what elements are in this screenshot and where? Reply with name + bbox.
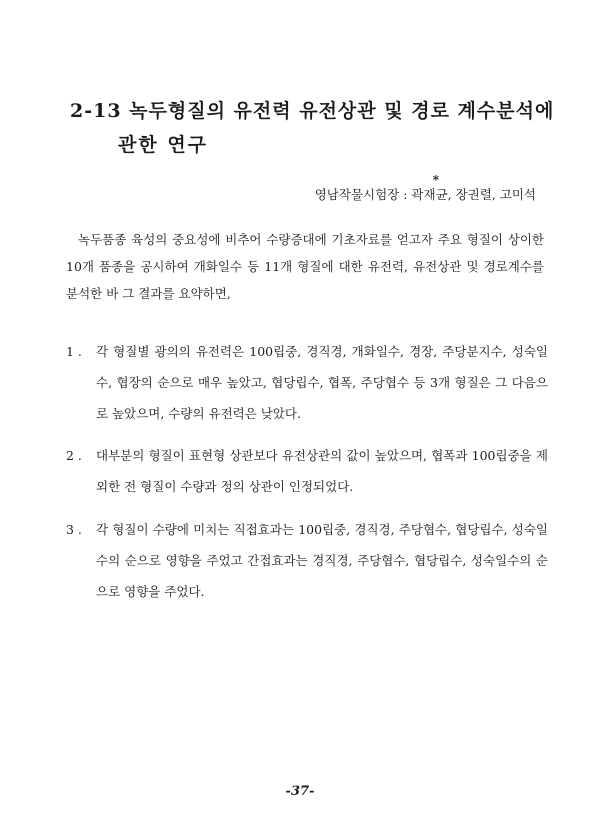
result-item-number: 3 .: [66, 522, 82, 537]
result-item: [66, 336, 548, 429]
result-item-text: 각 형질별 광의의 유전력은 100립중, 경직경, 개화일수, 경장, 주당분지수, 성숙일수, 협장의 순으로 매우 높았고, 협당립수, 협폭, 주당협수 등 3개 형질은 그 다음으로 높았으며, 수량의 유전력은 낮았다.: [96, 344, 548, 421]
result-item-number: 1 .: [66, 344, 82, 359]
author-text: 영남작물시험장 : 곽재균, 장권렬, 고미석: [314, 187, 536, 202]
result-item: [66, 514, 548, 607]
document-title-line1: 2-13 녹두형질의 유전력 유전상관 및 경로 계수분석에: [70, 100, 555, 122]
author-affiliation: [314, 173, 536, 203]
result-item-text: 대부분의 형질이 표현형 상관보다 유전상관의 값이 높았으며, 협폭과 100립중을 제외한 전 형질이 수량과 정의 상관이 인정되었다.: [96, 448, 548, 494]
page-number: -37-: [285, 784, 315, 799]
result-item-text: 각 형질이 수량에 미치는 직접효과는 100립중, 경직경, 주당협수, 협당립수, 성숙일수의 순으로 영향을 주었고 간접효과는 경직경, 주당협수, 협당립수, 성숙일수의 순으로 영향을 주었다.: [96, 522, 548, 599]
document-title-line2: 관한 연구: [118, 134, 209, 156]
author-marker: *: [432, 173, 440, 187]
result-item: [66, 440, 548, 502]
intro-paragraph: 녹두품종 육성의 중요성에 비추어 수량증대에 기초자료를 얻고자 주요 형질이 상이한 10개 품종을 공시하여 개화일수 등 11개 형질에 대한 유전력, 유전상관 및 경로계수를 분석한 바 그 결과를 요약하면,: [66, 232, 544, 301]
result-item-number: 2 .: [66, 448, 82, 463]
